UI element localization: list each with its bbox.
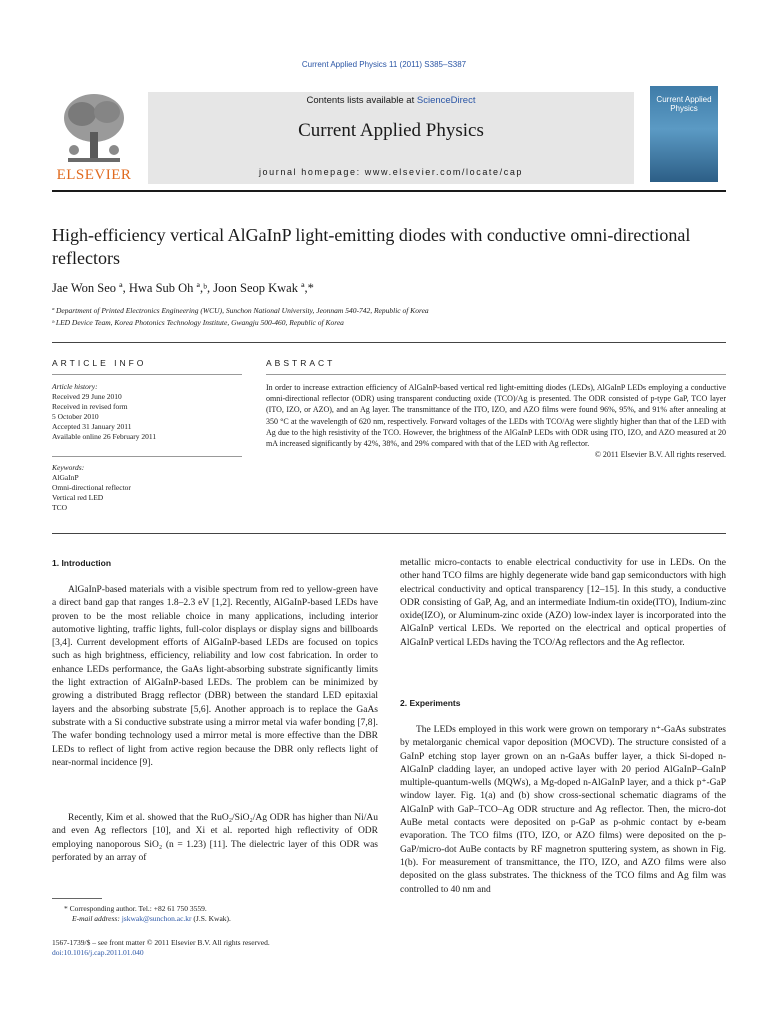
journal-name: Current Applied Physics — [298, 120, 484, 141]
journal-cover-text: Current Applied Physics — [656, 95, 712, 113]
article-info-heading: ARTICLE INFO — [52, 358, 147, 368]
affiliation-a: ª Department of Printed Electronics Engineering (WCU), Sunchon National University, Jeonnam 540-742, Republic of Korea — [52, 306, 429, 315]
journal-citation[interactable]: Current Applied Physics 11 (2011) S385–S387 — [301, 60, 467, 69]
history-item: 5 October 2010 — [52, 412, 99, 421]
doi-link[interactable]: doi:10.1016/j.cap.2011.01.040 — [52, 948, 144, 957]
copyright: © 2011 Elsevier B.V. All rights reserved. — [594, 450, 726, 460]
abstract-rule — [266, 374, 726, 375]
info-rule — [52, 456, 242, 457]
header-rule — [52, 190, 726, 192]
keyword-item: Vertical red LED — [52, 493, 104, 502]
keyword-item: Omni-directional reflector — [52, 483, 131, 492]
article-title: High-efficiency vertical AlGaInP light-emitting diodes with conductive omni-directional reflectors — [52, 225, 691, 268]
corresponding-author — [52, 904, 372, 924]
section-introduction-heading: 1. Introduction — [52, 558, 112, 568]
intro-paragraph-1: AlGaInP-based materials with a visible spectrum from red to yellow-green have a direct band gap that ranges 1.8–2.3 eV [1,2]. Recently, AlGaInP-based LEDs have proven to be the most reliable choice in many applications, including interior automotive lighting, traffic lights, full-color displays or display signs and billboards [3,4]. Current development efforts of AlGaInP-based LEDs are focused on topics such as high brightness, efficiency, reliability and low cost fabrication. In order to enhance LEDs performance, the GaAs light-absorbing substrate significantly limits the light extraction of AlGaInP-based LEDs. The problem can be minimized by growing a distributed Bragg reflector (DBR) between the standard LED epitaxial layers and the absorbing substrate [5,6]. Another approach is to replace the GaAs substrate with a Si conductive substrate using a mirror metal via wafer bonding [7,8]. The wafer bonding technology used a mirror metal is more effective than the DBR LEDs to reflect of light from active region because the DBR only reflects light of near-normal incidence [9]. — [52, 585, 378, 768]
history-label: Article history: — [52, 382, 98, 391]
keyword-item: AlGaInP — [52, 473, 79, 482]
front-matter — [52, 938, 452, 958]
right-paragraph-1: metallic micro-contacts to enable electrical conductivity for use in LEDs. On the other hand TCO films are highly degenerate wide band gap semiconductors with high electrical conductivity and optical transparency [12–15]. In this study, a conductive ODR consisting of GaP, Ag, and an intermediate Indium-tin oxide(ITO), Indium-zinc oxide(IZO), or Aluminum-zinc oxide (AZO) low-index layer is incorporated into the AlGaInP vertical LEDs. We reported on the electrical and optical properties of AlGaInP vertical LEDs having the TCO/Ag reflectors and the Ag reflector. — [400, 558, 726, 648]
abstract-text — [266, 382, 726, 460]
issn-line: 1567-1739/$ – see front matter © 2011 Elsevier B.V. All rights reserved. — [52, 938, 270, 947]
info-rule — [52, 374, 242, 375]
history-item: Received in revised form — [52, 402, 128, 411]
publisher-wordmark: ELSEVIER — [56, 167, 132, 183]
experiments-paragraph-1: The LEDs employed in this work were grown on temporary n⁺-GaAs substrates by metalorganic chemical vapor deposition (MOCVD). The structure consisted of a GaInP etching stop layer grown on an n-GaAs buffer layer, a thick Si-doped n-AlGaInP cladding layer, an undoped active layer with 20 period AlGaInP–GaInP multiple-quantum-wells (MQWs), a Mg-doped n-AlGaInP layer, and a thick p⁺-GaP window layer. Fig. 1(a) and (b) show cross-sectional schematic diagrams of the AlGaInP with GaP–TCO–Ag ODR structure and Ag reflector. Then, the micro-dot AuBe metal contacts were deposited on p-GaP as p-ohmic contact by e-beam evaporation. The TCO films (ITO, IZO, or AZO films) were deposited on the p-GaP/micro-dot AuBe contacts by RF magnetron sputtering system, as shown in Fig. 1(b). For measurement of transmittance, the ITO, IZO, and AZO films were also deposited on the glass substrates. The thickness of the TCO films and Ag film was controlled to 40 nm and — [400, 725, 726, 895]
intro-paragraph-2: Recently, Kim et al. showed that the RuO₂/SiO₂/Ag ODR has higher than Ni/Au and even Ag reflectors [10], and Xi et al. reported high reflectivity of ODR employing nanoporous SiO₂ (n = 1.23) [11]. The dielectric layer of this ODR was perforated by an array of — [52, 813, 378, 863]
title-rule — [52, 342, 726, 343]
abstract-bottom-rule — [52, 533, 726, 534]
abstract-body: In order to increase extraction efficiency of AlGaInP-based vertical red light-emitting diodes (LEDs), AlGaInP LEDs employing a conductive omni-directional reflector (ODR) using transparent conducting oxide (TCO)/Ag is presented. The ODR consisted of p-type GaP, TCO layer (ITO, IZO, or AZO), and an Ag layer. The transmittance of the ITO, IZO, and AZO films were found 96%, 95%, and 91% after annealing at 350 °C at the wavelength of 620 nm, respectively. Forward voltages of the LEDs with TCO/Ag were slightly higher than that of the LED with Ag due to the high resistivity of the TCO. However, the brightness of the AlGaInP LEDs with ODR using ITO, IZO, and AZO measured at 20 mA increased significantly by 42%, 38%, and 29% compared with that of the LED with Ag reflector. — [266, 383, 726, 449]
contents-line: Contents lists available at ScienceDirect — [306, 95, 476, 106]
corresponding-line: * Corresponding author. Tel.: +82 61 750 3559. — [64, 904, 207, 913]
article-history — [52, 382, 242, 442]
keywords — [52, 463, 242, 513]
journal-homepage[interactable]: journal homepage: www.elsevier.com/locate/cap — [258, 167, 524, 177]
sciencedirect-link[interactable]: ScienceDirect — [416, 95, 476, 106]
history-item: Accepted 31 January 2011 — [52, 422, 132, 431]
abstract-heading: ABSTRACT — [266, 358, 336, 368]
author-list: Jae Won Seo ª, Hwa Sub Oh ª,ᵇ, Joon Seop Kwak ª,* — [52, 281, 314, 295]
email-link[interactable]: jskwak@sunchon.ac.kr — [121, 914, 192, 923]
history-item: Received 29 June 2010 — [52, 392, 122, 401]
footnote-rule — [52, 898, 102, 899]
affiliation-b: ᵇ LED Device Team, Korea Photonics Technology Institute, Gwangju 500-460, Republic of Korea — [52, 318, 344, 327]
keyword-item: TCO — [52, 503, 67, 512]
email-line: E-mail address: jskwak@sunchon.ac.kr (J.S. Kwak). — [72, 914, 231, 923]
keywords-label: Keywords: — [52, 463, 85, 472]
history-item: Available online 26 February 2011 — [52, 432, 157, 441]
section-experiments-heading: 2. Experiments — [400, 698, 461, 708]
